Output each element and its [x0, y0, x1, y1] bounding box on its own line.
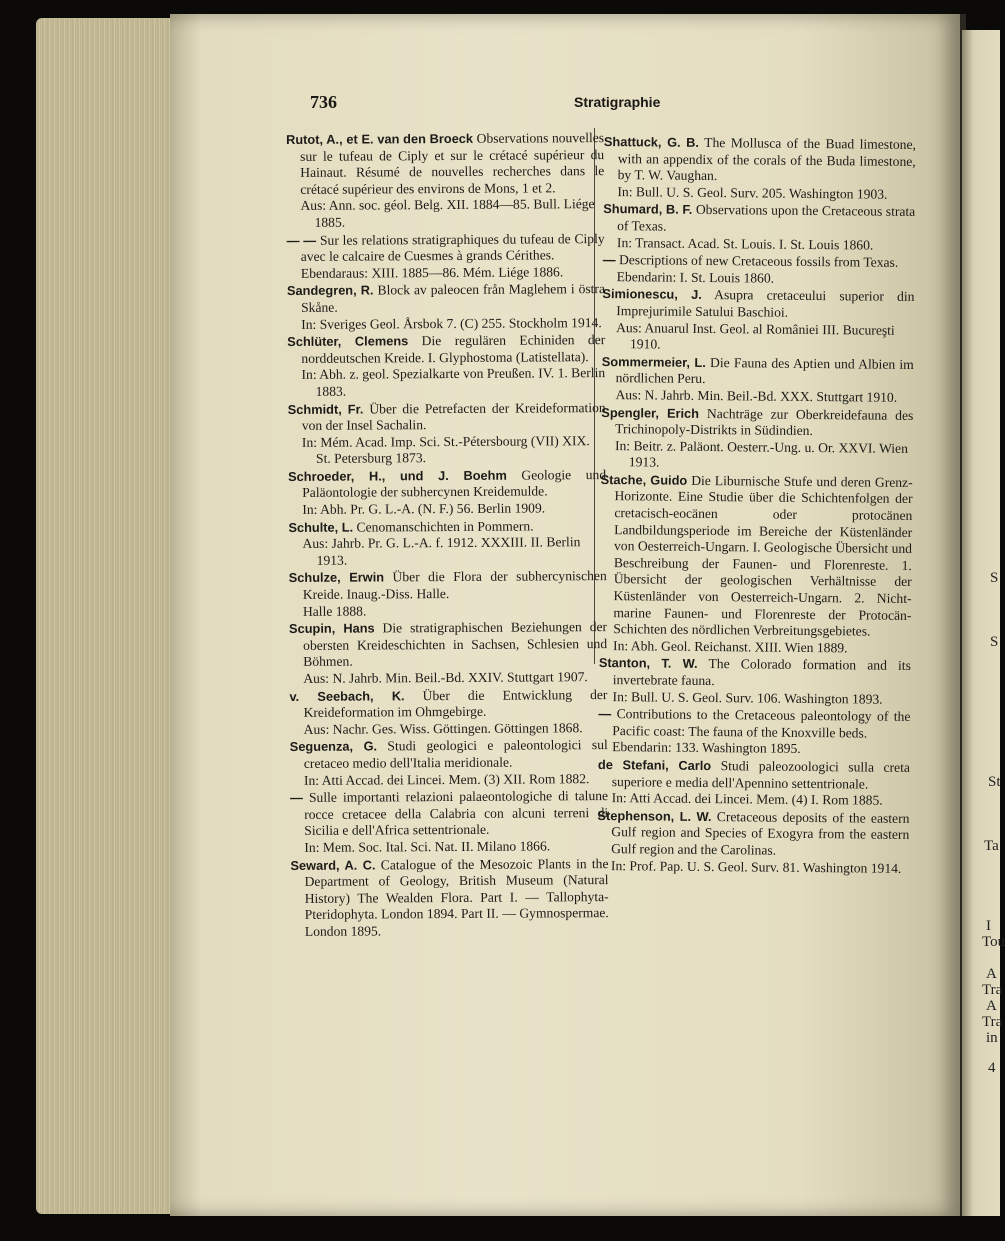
entry-author: — —: [286, 232, 317, 248]
book-page-edges: [36, 18, 186, 1214]
entry-main: [598, 706, 910, 742]
entry-main: [290, 788, 608, 840]
page-number: 736: [310, 92, 337, 112]
entry-source: In: Transact. Acad. St. Louis. I. St. Louis 1860.: [616, 234, 874, 253]
entry-source: Ebendarin: 133. Washington 1895.: [612, 739, 801, 757]
entry-source: Aus: N. Jahrb. Min. Beil.-Bd. XXIV. Stuttgart 1907.: [303, 669, 588, 686]
bibliography-entry: [597, 808, 910, 877]
entry-main: [602, 354, 914, 390]
facing-fragment: S: [990, 634, 999, 650]
entry-source: In: Beitr. z. Paläont. Oesterr.-Ung. u. Or. XXVI. Wien 1913.: [614, 437, 908, 470]
entry-source: In: Atti Accad. dei Lincei. Mem. (4) I. Rom 1885.: [611, 790, 883, 808]
facing-fragment: Ta: [984, 838, 999, 854]
facing-fragment: St: [988, 774, 1001, 790]
facing-fragment: Tra: [982, 1014, 1003, 1030]
bibliography-entry: [287, 281, 605, 333]
entry-source: Ebendaraus: XIII. 1885—86. Mém. Liége 1886.: [300, 264, 564, 281]
entry-author: Spengler, Erich: [601, 404, 700, 421]
entry-author: Schlüter, Clemens: [287, 333, 409, 350]
bibliography-entry: [288, 400, 606, 468]
facing-fragment: Tou: [982, 934, 1005, 950]
bibliography-entry: [601, 404, 914, 473]
entry-main: [288, 467, 606, 502]
bibliography-entry: [287, 332, 605, 400]
entry-main: [287, 281, 605, 316]
entry-source: In: Sveriges Geol. Årsbok 7. (C) 255. Stockholm 1914.: [301, 314, 602, 332]
entry-source: Halle 1888.: [302, 603, 367, 619]
entry-author: Simionescu, J.: [602, 286, 702, 303]
entry-author: Stache, Guido: [600, 471, 688, 488]
entry-author: Schmidt, Fr.: [287, 401, 364, 417]
entry-title: Die Liburnische Stufe und deren Grenz-Horizonte. Eine Studie über die Schichtenfolgen der cretacisch-eocänen oder protocänen Landbildungsperiode im Bereiche der Küstenländer von Oesterreich-Ungarn. I. Geologische Übersicht und Beschreibung der Faunen- und Florenreste. 1. Übersicht der geologischen Verhältnisse der Küstenländer von Oesterreich-Ungarn. 2. Nicht-marine Faunen- und Florenreste der Protocän-Schichten des nördlichen Verbreitungsgebietes.: [613, 472, 913, 639]
facing-fragment: A: [986, 998, 997, 1014]
entry-main: [604, 134, 916, 187]
entry-author: Sandegren, R.: [286, 282, 374, 299]
entry-title: Sulle importanti relazioni palaeontologiche di talune rocce cretacee della Calabria con alcuni terreni di Sicilia e dell'Africa settentrionale.: [304, 788, 609, 839]
entry-source: Aus: Jahrb. Pr. G. L.-A. f. 1912. XXXIII. II. Berlin 1913.: [302, 534, 581, 568]
entry-main: [290, 737, 608, 772]
bibliography-entry: [286, 130, 605, 232]
entry-author: Rutot, A., et E. van den Broeck: [286, 130, 474, 147]
left-column: [286, 130, 612, 941]
entry-title: Observations nouvelles sur le tufeau de Ciply et sur le crétacé supérieur du Hainaut. Résumé de nouvelles recherches dans le crétacé supérieur des environs de Mons, 1 et 2.: [300, 130, 605, 197]
facing-fragment: A: [986, 966, 997, 982]
entry-main: [599, 655, 911, 691]
bibliography-entry: [290, 737, 608, 789]
facing-fragment: 4: [988, 1060, 996, 1076]
entry-source: Aus: N. Jahrb. Min. Beil.-Bd. XXX. Stuttgart 1910.: [615, 387, 898, 405]
entry-title: Über die Petrefacten der Kreideformation von der Insel Sachalin.: [301, 399, 606, 434]
bibliography-entry: [601, 354, 913, 407]
bibliography-entry: [290, 856, 609, 941]
entry-author: —: [602, 252, 616, 268]
entry-main: [289, 568, 607, 603]
facing-fragment: in: [986, 1030, 998, 1046]
bibliography-entry: [287, 231, 605, 283]
entry-author: de Stefani, Carlo: [597, 756, 712, 774]
entry-main: [598, 757, 910, 793]
facing-fragment: Tra: [982, 982, 1003, 998]
entry-author: Schulze, Erwin: [288, 569, 385, 586]
entry-main: [286, 130, 604, 198]
entry-author: v. Seebach, K.: [289, 687, 405, 704]
entry-source: In: Bull. U. S. Geol. Surv. 205. Washington 1903.: [617, 183, 888, 202]
entry-source: In: Mém. Acad. Imp. Sci. St.-Pétersbourg (VII) XIX. St. Petersburg 1873.: [301, 432, 590, 467]
entry-main: [288, 518, 606, 537]
bibliography-entry: [603, 134, 916, 203]
entry-source: In: Abh. Geol. Reichanst. XIII. Wien 1889.: [613, 637, 848, 656]
facing-fragment: S: [990, 570, 999, 586]
entry-title: Contributions to the Cretaceous paleontology of the Pacific coast: The fauna of the Knoxville beds.: [612, 706, 911, 741]
entry-source: Aus: Nachr. Ges. Wiss. Göttingen. Göttingen 1868.: [303, 719, 583, 737]
entry-title: Block av paleocen från Maglehem i östra Skåne.: [301, 281, 606, 315]
bibliography-entry: [288, 467, 606, 519]
entry-title: Observations upon the Cretaceous strata of Texas.: [617, 202, 916, 234]
entry-source: Aus: Ann. soc. géol. Belg. XII. 1884—85. Bull. Liége 1885.: [300, 196, 595, 230]
bibliography-entry: [599, 472, 913, 658]
bibliography-entry: [289, 568, 607, 620]
entry-author: Schroeder, H., und J. Boehm: [288, 467, 507, 484]
bibliography-entry: [289, 619, 607, 687]
entry-author: Scupin, Hans: [288, 620, 375, 637]
entry-main: [287, 231, 605, 266]
entry-main: [289, 619, 607, 671]
entry-title: Die stratigraphischen Beziehungen der obersten Kreideschichten in Sachsen, Schlesien und Böhmen.: [303, 619, 608, 670]
bibliography-entry: [602, 286, 915, 355]
entry-source: In: Abh. z. geol. Spezialkarte von Preußen. IV. 1. Berlin 1883.: [301, 365, 606, 399]
entry-source: In: Bull. U. S. Geol. Surv. 106. Washington 1893.: [612, 688, 883, 707]
entry-main: [287, 332, 605, 367]
entry-title: Asupra cretaceului superior din Imprejurimile Satului Baschioi.: [616, 287, 915, 320]
entry-author: Seward, A. C.: [290, 856, 376, 873]
entry-title: Die regulären Echiniden der norddeutschen Kreide. I. Glyphostoma (Latistellata).: [301, 332, 606, 366]
entry-title: Studi geologici e paleontologici sul cretaceo medio dell'Italia meridionale.: [303, 737, 608, 771]
entry-source: In: Abh. Pr. G. L.-A. (N. F.) 56. Berlin 1909.: [302, 500, 546, 517]
entry-author: Schulte, L.: [288, 519, 354, 535]
bibliography-entry: [603, 201, 915, 254]
entry-title: Descriptions of new Cretaceous fossils from Texas.: [618, 252, 899, 270]
entry-author: —: [290, 790, 303, 806]
entry-title: Cretaceous deposits of the eastern Gulf region and Species of Exogyra from the eastern Gulf region and the Carolinas.: [611, 808, 910, 858]
entry-main: [603, 201, 915, 237]
facing-fragment: I: [986, 918, 991, 934]
bibliography-entry: [603, 252, 915, 288]
entry-title: Studi paleozoologici sulla creta superiore e media dell'Apennino settentrionale.: [611, 758, 911, 792]
entry-author: Shattuck, G. B.: [603, 134, 700, 150]
entry-title: Catalogue of the Mesozoic Plants in the Department of Geology, British Museum (Natural History) The Wealden Flora. Part I. — Tallophyta-Pteridophyta. London 1894. Part II. — Gymnospermae. London 1895.: [304, 855, 609, 939]
entry-title: Über die Flora der subhercynischen Kreide. Inaug.-Diss. Halle.: [302, 568, 607, 602]
entry-source: Ebendarin: I. St. Louis 1860.: [616, 268, 775, 286]
bibliography-entry: [289, 687, 607, 739]
bibliography-entry: [599, 655, 911, 708]
running-head: Stratigraphie: [574, 94, 661, 110]
entry-author: Stephenson, L. W.: [597, 807, 712, 824]
entry-title: The Mollusca of the Buad limestone, with an appendix of the corals of the Buda limestone, by T. W. Vaughan.: [617, 134, 916, 184]
entry-main: [289, 687, 607, 722]
entry-author: Stanton, T. W.: [598, 655, 698, 672]
right-column: [597, 134, 916, 878]
entry-title: Die Fauna des Aptien und Albien im nördlichen Peru.: [615, 354, 914, 387]
entry-title: Sur les relations stratigraphiques du tufeau de Ciply avec le calcaire de Cuesmes à grands Cérithes.: [300, 230, 605, 265]
entry-author: Sommermeier, L.: [601, 353, 706, 370]
entry-main: [597, 808, 909, 861]
entry-main: [601, 404, 913, 440]
entry-author: —: [598, 706, 612, 722]
bibliography-entry: [290, 788, 608, 856]
entry-title: Cenomanschichten in Pommern.: [356, 518, 534, 535]
entry-source: In: Prof. Pap. U. S. Geol. Surv. 81. Washington 1914.: [610, 857, 902, 876]
bibliography-entry: [288, 518, 606, 570]
entry-source: In: Mem. Soc. Ital. Sci. Nat. II. Milano 1866.: [304, 838, 551, 855]
entry-source: In: Atti Accad. dei Lincei. Mem. (3) XII. Rom 1882.: [303, 770, 590, 788]
entry-main: [290, 856, 609, 941]
entry-title: Geologie und Paläontologie der subhercynen Kreidemulde.: [302, 466, 607, 501]
entry-title: Über die Entwicklung der Kreideformation im Ohmgebirge.: [303, 686, 608, 721]
entry-main: [602, 286, 914, 322]
entry-author: Seguenza, G.: [289, 738, 378, 755]
page-header: [310, 92, 950, 116]
entry-source: Aus: Anuarul Inst. Geol. al României III. Bucureşti 1910.: [616, 319, 895, 352]
entry-main: [288, 400, 606, 435]
entry-title: The Colorado formation and its invertebrate fauna.: [612, 656, 911, 689]
entry-title: Nachträge zur Oberkreidefauna des Trichinopoly-Distrikts in Südindien.: [615, 405, 914, 439]
bibliography-entry: [598, 706, 910, 759]
entry-author: Shumard, B. F.: [603, 201, 693, 218]
entry-main: [599, 472, 913, 641]
facing-page: [962, 30, 1005, 1216]
bibliography-entry: [598, 757, 910, 810]
